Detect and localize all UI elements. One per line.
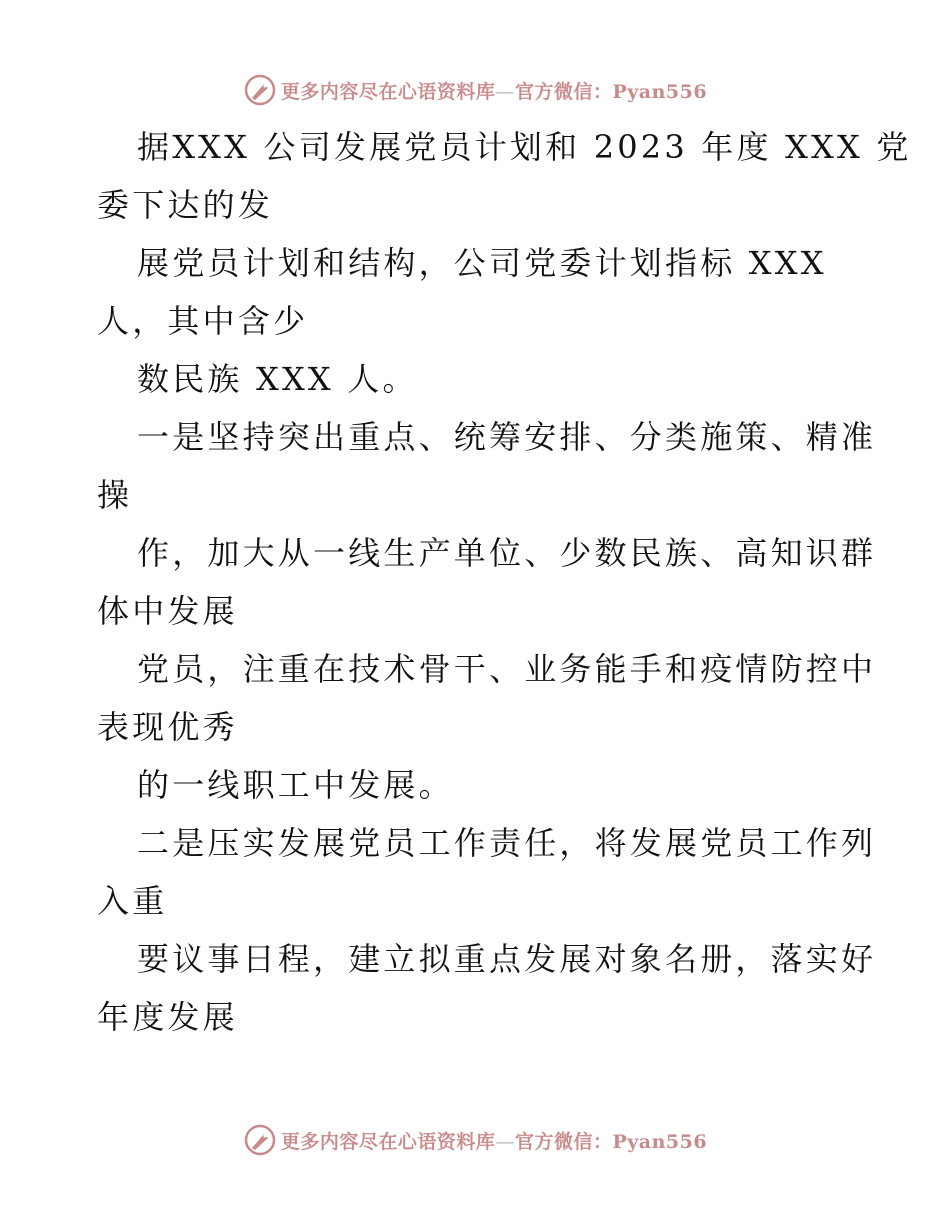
- watermark-id: Pyan556: [612, 80, 708, 103]
- watermark-contact: 官方微信：: [514, 80, 613, 103]
- watermark-id: Pyan556: [612, 1130, 708, 1153]
- text-line: 委下达的发: [97, 186, 274, 224]
- pen-nib-logo-icon: [243, 1123, 277, 1157]
- text-line: 年度发展: [97, 998, 238, 1036]
- watermark-dash: —: [495, 80, 515, 103]
- text-line: 数民族 XXX 人。: [137, 360, 418, 398]
- text-line: 体中发展: [97, 592, 238, 630]
- watermark-dash: —: [495, 1130, 515, 1153]
- text-line: 一是坚持突出重点、统筹安排、分类施策、精准: [137, 418, 877, 456]
- text-line: 作，加大从一线生产单位、少数民族、高知识群: [137, 534, 877, 572]
- document-body: [97, 118, 912, 1046]
- text-line: 据XXX 公司发展党员计划和 2023 年度 XXX 党: [137, 128, 912, 166]
- text-line: 的一线职工中发展。: [137, 766, 454, 804]
- text-line: 二是压实发展党员工作责任，将发展党员工作列: [137, 824, 877, 862]
- text-line: 党员，注重在技术骨干、业务能手和疫情防控中: [137, 650, 877, 688]
- watermark-brand: 更多内容尽在心语资料库: [280, 1130, 496, 1153]
- watermark-brand: 更多内容尽在心语资料库: [280, 80, 496, 103]
- watermark-text: [281, 77, 707, 104]
- text-line: 入重: [97, 882, 168, 920]
- pen-nib-logo-icon: [243, 73, 277, 107]
- text-line: 表现优秀: [97, 708, 238, 746]
- header-watermark: [0, 70, 950, 110]
- watermark-text: [281, 1127, 707, 1154]
- text-line: 展党员计划和结构，公司党委计划指标 XXX: [137, 244, 827, 282]
- text-line: 人，其中含少: [97, 302, 309, 340]
- watermark-contact: 官方微信：: [514, 1130, 613, 1153]
- text-line: 要议事日程，建立拟重点发展对象名册，落实好: [137, 940, 877, 978]
- footer-watermark: [0, 1120, 950, 1160]
- text-line: 操: [97, 476, 133, 514]
